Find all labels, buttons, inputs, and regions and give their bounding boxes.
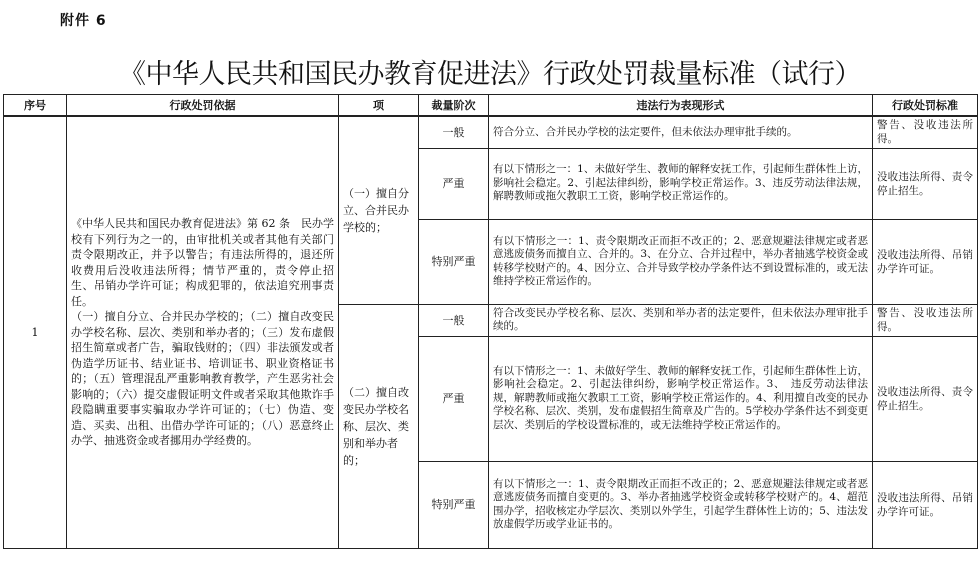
penalty-standard: 没收违法所得、责令停止招生。 — [873, 148, 978, 219]
item-name: （二）擅自改变民办学校名称、层次、类别和举办者的； — [339, 304, 419, 548]
basis-paragraph-1: 《中华人民共和国民办教育促进法》第 62 条 民办学校有下列行为之一的，由审批机关或者其他有关部门责令限期改正，并予以警告；有违法所得的，退还所收费用后没收违法所得；情节严重的，责令停止招生、吊销办学许可证；构成犯罪的，依法追究刑事责任。 — [71, 217, 334, 308]
violation-form: 有以下情形之一：1、未做好学生、教师的解释安抚工作，引起师生群体性上访，影响社会稳定。2、引起法律纠纷，影响学校正常运作。3、违反劳动法律法规，解聘教师或拖欠教职工工资，影响学校正常运作的。 — [489, 148, 873, 219]
basis-paragraph-2: （一）擅自分立、合并民办学校的；（二）擅自改变民办学校名称、层次、类别和举办者的；（三）发布虚假招生简章或者广告，骗取钱财的；（四）非法颁发或者伪造学历证书、结业证书、培训证书、职业资格证书的；（五）管理混乱严重影响教育教学，产生恶劣社会影响的；（六）提交虚假证明文件或者采取其他欺诈手段隐瞒重要事实骗取办学许可证的；（七）伪造、变造、买卖、出租、出借办学许可证的；（八）恶意终止办学、抽逃资金或者挪用办学经费的。 — [71, 310, 334, 447]
level-label: 一般 — [419, 304, 489, 336]
table-row — [4, 116, 978, 148]
violation-form: 符合分立、合并民办学校的法定要件，但未依法办理审批手续的。 — [489, 116, 873, 148]
penalty-standard: 警告、没收违法所得。 — [873, 116, 978, 148]
penalty-standard: 没收违法所得、吊销办学许可证。 — [873, 461, 978, 548]
violation-form: 有以下情形之一：1、未做好学生、教师的解释安抚工作，引起师生群体性上访，影响社会稳定。2、引起法律纠纷，影响学校正常运作。3、 违反劳动法律法规，解聘教师或拖欠教职工工资，影响学校正常运作的。4、利用擅自改变的民办学校名称、层次、类别，发布虚假招生简章及广告的。5学校办学条件达不到变更层次、类别后的学校设置标准的，或无法维持学校正常运作的。 — [489, 336, 873, 461]
penalty-standard: 没收违法所得、吊销办学许可证。 — [873, 219, 978, 304]
violation-form: 有以下情形之一：1、责令限期改正而拒不改正的；2、恶意规避法律规定或者恶意逃废债务而擅自立、合并的。3、在分立、合并过程中，举办者抽逃学校资金或转移学校财产的。4、因分立、合并导致学校办学条件达不到设置标准的，或无法维持学校正常运作的。 — [489, 219, 873, 304]
level-label: 特别严重 — [419, 219, 489, 304]
attachment-label: 附件 6 — [60, 13, 107, 29]
penalty-standard-table — [3, 94, 978, 549]
level-label: 一般 — [419, 116, 489, 148]
header-form: 违法行为表现形式 — [489, 95, 873, 117]
item-name: （一）擅自分立、合并民办学校的； — [339, 116, 419, 304]
header-basis: 行政处罚依据 — [67, 95, 339, 117]
penalty-standard: 警告、没收违法所得。 — [873, 304, 978, 336]
level-label: 严重 — [419, 336, 489, 461]
document-title: 《中华人民共和国民办教育促进法》行政处罚裁量标准（试行） — [119, 59, 861, 90]
penalty-standard: 没收违法所得、责令停止招生。 — [873, 336, 978, 461]
level-label: 严重 — [419, 148, 489, 219]
violation-form: 有以下情形之一：1、责令限期改正而拒不改正的；2、恶意规避法律规定或者恶意逃废债务而擅自变更的。3、举办者抽逃学校资金或转移学校财产的。4、超范围办学，招收核定办学层次、类别以外学生，引起学生群体性上访的；5、违法发放虚假学历或学业证书的。 — [489, 461, 873, 548]
violation-form: 符合改变民办学校名称、层次、类别和举办者的法定要件，但未依法办理审批手续的。 — [489, 304, 873, 336]
header-seq: 序号 — [4, 95, 67, 117]
row-basis — [67, 116, 339, 548]
header-item: 项 — [339, 95, 419, 117]
table-header-row — [4, 95, 978, 117]
row-seq: 1 — [4, 116, 67, 548]
level-label: 特别严重 — [419, 461, 489, 548]
header-level: 裁量阶次 — [419, 95, 489, 117]
header-standard: 行政处罚标准 — [873, 95, 978, 117]
